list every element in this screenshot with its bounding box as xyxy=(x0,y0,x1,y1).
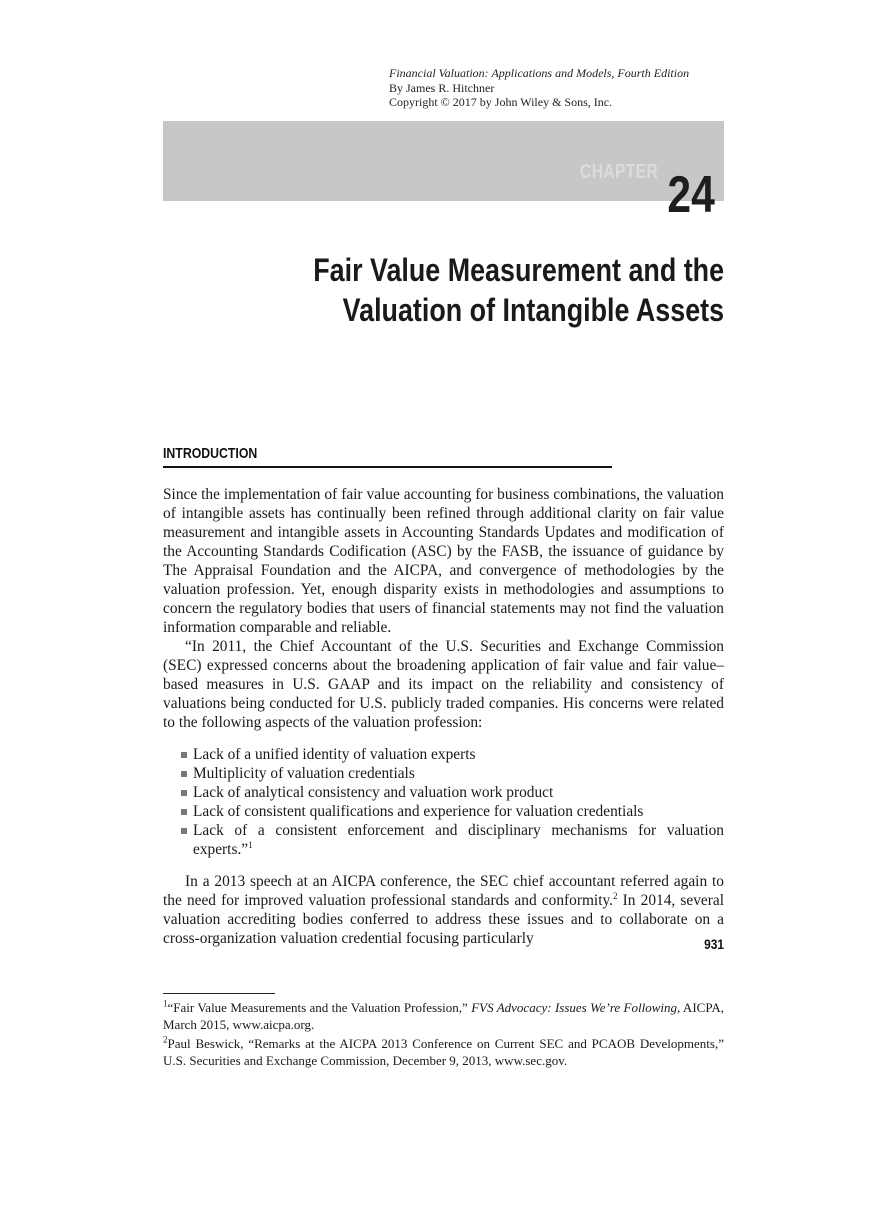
concerns-list xyxy=(163,745,724,859)
bullet-square-icon xyxy=(181,809,187,815)
list-item: Multiplicity of valuation credentials xyxy=(181,764,724,783)
chapter-title xyxy=(313,250,724,330)
footnote-rule xyxy=(163,993,275,994)
bullet-square-icon xyxy=(181,790,187,796)
list-item: Lack of a consistent enforcement and disciplinary mechanisms for valuation experts.”$^1$ xyxy=(181,821,724,859)
book-author: By James R. Hitchner xyxy=(389,80,495,95)
list-item: Lack of consistent qualifications and experience for valuation credentials xyxy=(181,802,724,821)
page-number: 931 xyxy=(704,936,724,952)
body-text xyxy=(163,485,724,948)
bullet-square-icon xyxy=(181,771,187,777)
bullet-square-icon xyxy=(181,828,187,834)
footnote-1: $^1$“Fair Value Measurements and the Valuation Profession,” FVS Advocacy: Issues We’re Following, AICPA, March 2015, www.aicpa.org. xyxy=(163,998,724,1032)
chapter-title-line-1: Fair Value Measurement and the xyxy=(313,252,724,288)
chapter-title-line-2: Valuation of Intangible Assets xyxy=(342,292,724,328)
list-item: Lack of a unified identity of valuation experts xyxy=(181,745,724,764)
paragraph-2: “In 2011, the Chief Accountant of the U.S. Securities and Exchange Commission (SEC) expressed concerns about the broadening application of fair value and fair value–based measures in U.S. GAAP and its impact on the reliability and consistency of valuations being conducted for U.S. publicly traded companies. His concerns were related to the following aspects of the valuation profession: xyxy=(163,638,724,731)
footnote-ref[interactable]: 1 xyxy=(248,839,253,850)
section-heading: INTRODUCTION xyxy=(163,445,258,462)
footnote-2: $^2$Paul Beswick, “Remarks at the AICPA 2013 Conference on Current SEC and PCAOB Developments,” U.S. Securities and Exchange Commission, December 9, 2013, www.sec.gov. xyxy=(163,1034,724,1068)
paragraph-3: In a 2013 speech at an AICPA conference, the SEC chief accountant referred again to the need for improved valuation professional standards and conformity.$^2$ In 2014, several valuation accrediting bodies conferred to address these issues and to collaborate on a cross-organization valuation credential focusing particularly xyxy=(163,873,724,947)
book-title: Financial Valuation: Applications and Models, Fourth Edition xyxy=(389,66,690,80)
chapter-band xyxy=(163,121,724,224)
footnote-ref[interactable]: 2 xyxy=(613,890,618,901)
chapter-label: CHAPTER xyxy=(579,161,658,183)
paragraph-1: Since the implementation of fair value accounting for business combinations, the valuation of intangible assets has continually been refined through additional clarity on fair value measurement and intangible assets in Accounting Standards Updates and modification of the Accounting Standards Codification (ASC) by the FASB, the issuance of guidance by The Appraisal Foundation and the AICPA, and convergence of methodologies by the valuation profession. Yet, enough disparity exists in methodologies and assumptions to concern the regulatory bodies that users of financial statements may not find the valuation information comparable and reliable. xyxy=(163,486,724,636)
chapter-number: 24 xyxy=(667,166,715,224)
footnotes xyxy=(163,999,724,1071)
copyright-line: Copyright © 2017 by John Wiley & Sons, Inc. xyxy=(389,95,613,109)
bullet-square-icon xyxy=(181,752,187,758)
section-rule xyxy=(163,466,612,468)
list-item: Lack of analytical consistency and valuation work product xyxy=(181,783,724,802)
book-header xyxy=(389,66,689,110)
